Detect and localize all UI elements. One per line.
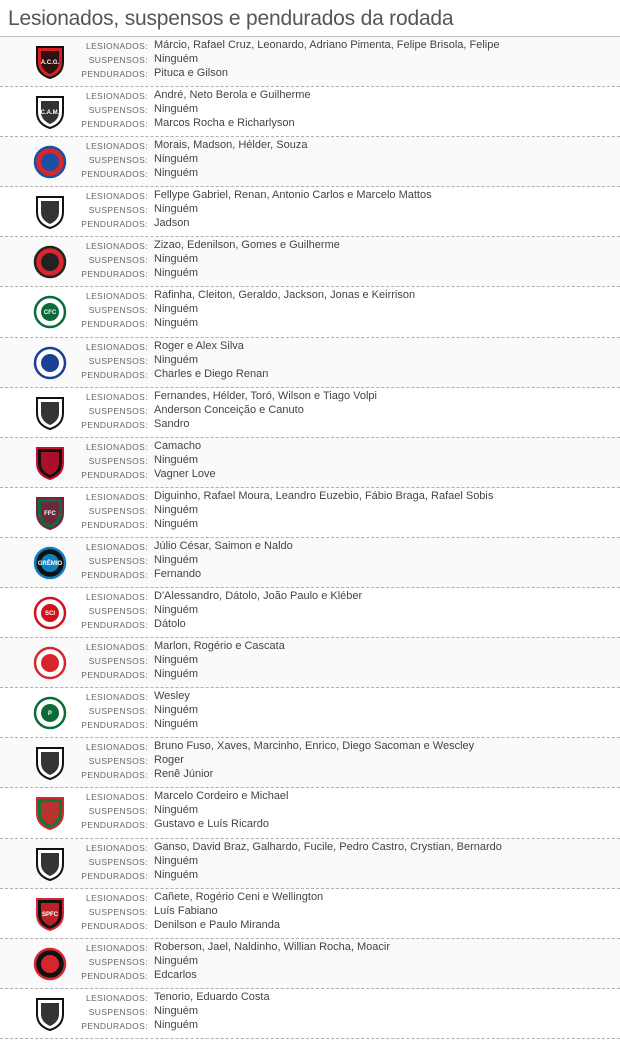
lesionados-value: Camacho xyxy=(154,439,202,452)
suspensos-value: Ninguém xyxy=(154,103,199,116)
lesionados-value: Roger e Alex Silva xyxy=(154,339,244,352)
lesionados-label: LESIONADOS: xyxy=(85,491,148,502)
lesionados-label: LESIONADOS: xyxy=(85,91,148,102)
pendurados-value: Marcos Rocha e Richarlyson xyxy=(154,117,295,130)
suspensos-value: Ninguém xyxy=(154,353,199,366)
lesionados-label: LESIONADOS: xyxy=(85,241,148,252)
pendurados-label: PENDURADOS: xyxy=(81,870,148,881)
suspensos-line xyxy=(0,53,620,67)
team-row xyxy=(0,688,620,738)
lesionados-label: LESIONADOS: xyxy=(85,441,148,452)
suspensos-value: Ninguém xyxy=(154,503,199,516)
pendurados-value: Ninguém xyxy=(154,167,199,180)
suspensos-line xyxy=(0,404,620,418)
team-row xyxy=(0,638,620,688)
team-row xyxy=(0,738,620,788)
lesionados-label: LESIONADOS: xyxy=(85,842,148,853)
team-row xyxy=(0,137,620,187)
lesionados-label: LESIONADOS: xyxy=(85,942,148,953)
pendurados-line xyxy=(0,468,620,482)
lesionados-line xyxy=(0,690,620,704)
lesionados-value: Morais, Madson, Hélder, Souza xyxy=(154,139,308,152)
suspensos-line xyxy=(0,604,620,618)
pendurados-label: PENDURADOS: xyxy=(81,620,148,631)
team-row xyxy=(0,788,620,838)
suspensos-line xyxy=(0,754,620,768)
suspensos-value: Ninguém xyxy=(154,253,199,266)
pendurados-label: PENDURADOS: xyxy=(81,419,148,430)
pendurados-value: Charles e Diego Renan xyxy=(154,367,269,380)
lesionados-line xyxy=(0,941,620,955)
lesionados-label: LESIONADOS: xyxy=(85,692,148,703)
suspensos-line xyxy=(0,303,620,317)
lesionados-line xyxy=(0,89,620,103)
pendurados-label: PENDURADOS: xyxy=(81,169,148,180)
team-row xyxy=(0,588,620,638)
lesionados-value: Fellype Gabriel, Renan, Antonio Carlos e Marcelo Mattos xyxy=(154,189,432,202)
lesionados-label: LESIONADOS: xyxy=(85,642,148,653)
suspensos-line xyxy=(0,454,620,468)
suspensos-line xyxy=(0,855,620,869)
suspensos-label: SUSPENSOS: xyxy=(88,305,148,316)
pendurados-line xyxy=(0,668,620,682)
suspensos-label: SUSPENSOS: xyxy=(88,155,148,166)
team-row xyxy=(0,37,620,87)
lesionados-line xyxy=(0,991,620,1005)
pendurados-label: PENDURADOS: xyxy=(81,219,148,230)
suspensos-label: SUSPENSOS: xyxy=(88,555,148,566)
pendurados-value: Sandro xyxy=(154,417,190,430)
suspensos-line xyxy=(0,804,620,818)
lesionados-line xyxy=(0,440,620,454)
pendurados-label: PENDURADOS: xyxy=(81,670,148,681)
lesionados-line xyxy=(0,790,620,804)
suspensos-value: Ninguém xyxy=(154,53,199,65)
lesionados-line xyxy=(0,740,620,754)
pendurados-line xyxy=(0,818,620,832)
suspensos-value: Ninguém xyxy=(154,954,199,967)
team-list xyxy=(0,37,620,1039)
lesionados-line xyxy=(0,289,620,303)
team-row xyxy=(0,287,620,337)
lesionados-line xyxy=(0,540,620,554)
suspensos-label: SUSPENSOS: xyxy=(88,405,148,416)
lesionados-label: LESIONADOS: xyxy=(85,742,148,753)
pendurados-value: Vagner Love xyxy=(154,467,216,480)
suspensos-label: SUSPENSOS: xyxy=(88,906,148,917)
lesionados-value: Tenorio, Eduardo Costa xyxy=(154,990,270,1003)
pendurados-label: PENDURADOS: xyxy=(81,69,148,79)
suspensos-line xyxy=(0,253,620,267)
suspensos-label: SUSPENSOS: xyxy=(88,505,148,516)
lesionados-value: André, Neto Berola e Guilherme xyxy=(154,89,311,102)
suspensos-value: Luís Fabiano xyxy=(154,904,218,917)
suspensos-line xyxy=(0,153,620,167)
pendurados-value: Ninguém xyxy=(154,1018,199,1031)
suspensos-label: SUSPENSOS: xyxy=(88,1006,148,1017)
pendurados-label: PENDURADOS: xyxy=(81,119,148,130)
suspensos-line xyxy=(0,203,620,217)
lesionados-value: Marcelo Cordeiro e Michael xyxy=(154,790,289,803)
suspensos-value: Ninguém xyxy=(154,303,199,316)
lesionados-value: Cañete, Rogério Ceni e Wellington xyxy=(154,890,324,903)
svg-text:A.C.G.: A.C.G. xyxy=(40,60,60,66)
pendurados-label: PENDURADOS: xyxy=(81,920,148,931)
lesionados-label: LESIONADOS: xyxy=(85,792,148,803)
lesionados-value: Diguinho, Rafael Moura, Leandro Euzebio, Fábio Braga, Rafael Sobis xyxy=(154,489,494,502)
lesionados-label: LESIONADOS: xyxy=(85,141,148,152)
lesionados-value: Rafinha, Cleiton, Geraldo, Jackson, Jonas e Keirrison xyxy=(154,289,416,302)
svg-text:SPFC: SPFC xyxy=(41,911,59,918)
team-row xyxy=(0,839,620,889)
pendurados-value: Jadson xyxy=(154,217,190,230)
pendurados-value: Gustavo e Luís Ricardo xyxy=(154,818,269,831)
suspensos-line xyxy=(0,554,620,568)
pendurados-label: PENDURADOS: xyxy=(81,569,148,580)
lesionados-value: Fernandes, Hélder, Toró, Wilson e Tiago Volpi xyxy=(154,389,377,402)
lesionados-label: LESIONADOS: xyxy=(85,992,148,1003)
suspensos-value: Ninguém xyxy=(154,153,199,166)
svg-text:SCI: SCI xyxy=(44,611,56,618)
pendurados-line xyxy=(0,317,620,331)
suspensos-value: Ninguém xyxy=(154,453,199,466)
suspensos-value: Ninguém xyxy=(154,654,199,667)
lesionados-line xyxy=(0,640,620,654)
suspensos-line xyxy=(0,654,620,668)
suspensos-line xyxy=(0,354,620,368)
suspensos-label: SUSPENSOS: xyxy=(88,255,148,266)
lesionados-label: LESIONADOS: xyxy=(85,341,148,352)
lesionados-value: Roberson, Jael, Naldinho, Willian Rocha, Moacir xyxy=(154,940,390,953)
team-row xyxy=(0,939,620,989)
suspensos-value: Ninguém xyxy=(154,704,199,717)
pendurados-label: PENDURADOS: xyxy=(81,770,148,781)
suspensos-value: Ninguém xyxy=(154,553,199,566)
pendurados-label: PENDURADOS: xyxy=(81,269,148,280)
pendurados-label: PENDURADOS: xyxy=(81,1020,148,1031)
team-row xyxy=(0,87,620,137)
suspensos-line xyxy=(0,704,620,718)
team-row xyxy=(0,388,620,438)
lesionados-value: D'Alessandro, Dátolo, João Paulo e Kléber xyxy=(154,590,363,603)
suspensos-value: Ninguém xyxy=(154,604,199,617)
pendurados-label: PENDURADOS: xyxy=(81,720,148,731)
lesionados-label: LESIONADOS: xyxy=(85,892,148,903)
lesionados-line xyxy=(0,239,620,253)
pendurados-value: Ninguém xyxy=(154,718,199,731)
lesionados-value: Márcio, Rafael Cruz, Leonardo, Adriano Pimenta, Felipe Brisola, Felipe xyxy=(154,39,500,51)
suspensos-label: SUSPENSOS: xyxy=(88,956,148,967)
suspensos-value: Ninguém xyxy=(154,854,199,867)
svg-text:CFC: CFC xyxy=(43,310,57,317)
pendurados-label: PENDURADOS: xyxy=(81,970,148,981)
suspensos-line xyxy=(0,1005,620,1019)
lesionados-line xyxy=(0,139,620,153)
suspensos-label: SUSPENSOS: xyxy=(88,756,148,767)
pendurados-value: Ninguém xyxy=(154,668,199,681)
lesionados-line xyxy=(0,841,620,855)
lesionados-line xyxy=(0,340,620,354)
team-row xyxy=(0,187,620,237)
lesionados-label: LESIONADOS: xyxy=(85,391,148,402)
pendurados-value: Ninguém xyxy=(154,517,199,530)
suspensos-label: SUSPENSOS: xyxy=(88,656,148,667)
pendurados-line xyxy=(0,117,620,131)
lesionados-label: LESIONADOS: xyxy=(85,592,148,603)
suspensos-label: SUSPENSOS: xyxy=(88,606,148,617)
pendurados-line xyxy=(0,568,620,582)
pendurados-value: Ninguém xyxy=(154,267,199,280)
suspensos-label: SUSPENSOS: xyxy=(88,205,148,216)
lesionados-line xyxy=(0,189,620,203)
lesionados-value: Ganso, David Braz, Galhardo, Fucile, Pedro Castro, Crystian, Bernardo xyxy=(154,840,502,853)
svg-text:C.A.M.: C.A.M. xyxy=(40,110,60,117)
suspensos-line xyxy=(0,504,620,518)
pendurados-line xyxy=(0,919,620,933)
pendurados-line xyxy=(0,718,620,732)
pendurados-line xyxy=(0,418,620,432)
lesionados-line xyxy=(0,390,620,404)
pendurados-line xyxy=(0,969,620,983)
lesionados-value: Zizao, Edenilson, Gomes e Guilherme xyxy=(154,239,340,252)
pendurados-label: PENDURADOS: xyxy=(81,369,148,380)
suspensos-value: Ninguém xyxy=(154,1004,199,1017)
pendurados-label: PENDURADOS: xyxy=(81,820,148,831)
lesionados-line xyxy=(0,590,620,604)
pendurados-value: Edcarlos xyxy=(154,968,197,981)
pendurados-line xyxy=(0,368,620,382)
pendurados-value: Renê Júnior xyxy=(154,768,214,781)
lesionados-label: LESIONADOS: xyxy=(85,191,148,202)
team-row xyxy=(0,538,620,588)
suspensos-line xyxy=(0,103,620,117)
lesionados-line xyxy=(0,490,620,504)
pendurados-line xyxy=(0,1019,620,1033)
team-row xyxy=(0,237,620,287)
pendurados-value: Fernando xyxy=(154,567,202,580)
lesionados-label: LESIONADOS: xyxy=(85,541,148,552)
suspensos-line xyxy=(0,905,620,919)
pendurados-line xyxy=(0,217,620,231)
pendurados-line xyxy=(0,167,620,181)
pendurados-value: Denilson e Paulo Miranda xyxy=(154,918,280,931)
pendurados-label: PENDURADOS: xyxy=(81,519,148,530)
team-row xyxy=(0,488,620,538)
suspensos-label: SUSPENSOS: xyxy=(88,806,148,817)
pendurados-value: Ninguém xyxy=(154,868,199,881)
suspensos-value: Roger xyxy=(154,754,184,767)
svg-text:FFC: FFC xyxy=(44,510,56,517)
suspensos-label: SUSPENSOS: xyxy=(88,105,148,116)
pendurados-label: PENDURADOS: xyxy=(81,319,148,330)
suspensos-value: Ninguém xyxy=(154,804,199,817)
pendurados-value: Ninguém xyxy=(154,317,199,330)
lesionados-value: Júlio César, Saimon e Naldo xyxy=(154,539,293,552)
pendurados-line xyxy=(0,518,620,532)
pendurados-value: Pituca e Gilson xyxy=(154,67,228,79)
team-row xyxy=(0,338,620,388)
page-title: Lesionados, suspensos e pendurados da rodada xyxy=(0,0,620,37)
lesionados-line xyxy=(0,891,620,905)
suspensos-label: SUSPENSOS: xyxy=(88,455,148,466)
svg-text:P: P xyxy=(47,711,53,718)
team-row xyxy=(0,989,620,1039)
lesionados-value: Wesley xyxy=(154,690,190,703)
suspensos-label: SUSPENSOS: xyxy=(88,856,148,867)
suspensos-label: SUSPENSOS: xyxy=(88,355,148,366)
pendurados-value: Dátolo xyxy=(154,618,186,631)
pendurados-line xyxy=(0,869,620,883)
lesionados-value: Marlon, Rogério e Cascata xyxy=(154,640,285,653)
pendurados-line xyxy=(0,618,620,632)
pendurados-line xyxy=(0,768,620,782)
svg-text:GRÊMIO: GRÊMIO xyxy=(37,560,63,567)
lesionados-label: LESIONADOS: xyxy=(85,291,148,302)
pendurados-line xyxy=(0,267,620,281)
pendurados-line xyxy=(0,67,620,81)
suspensos-label: SUSPENSOS: xyxy=(88,55,148,65)
lesionados-value: Bruno Fuso, Xaves, Marcinho, Enrico, Diego Sacoman e Wescley xyxy=(154,740,475,753)
team-row xyxy=(0,889,620,939)
suspensos-line xyxy=(0,955,620,969)
suspensos-label: SUSPENSOS: xyxy=(88,706,148,717)
suspensos-value: Anderson Conceição e Canuto xyxy=(154,403,304,416)
suspensos-value: Ninguém xyxy=(154,203,199,216)
lesionados-label: LESIONADOS: xyxy=(85,41,148,51)
pendurados-label: PENDURADOS: xyxy=(81,469,148,480)
lesionados-line xyxy=(0,39,620,53)
team-row xyxy=(0,438,620,488)
